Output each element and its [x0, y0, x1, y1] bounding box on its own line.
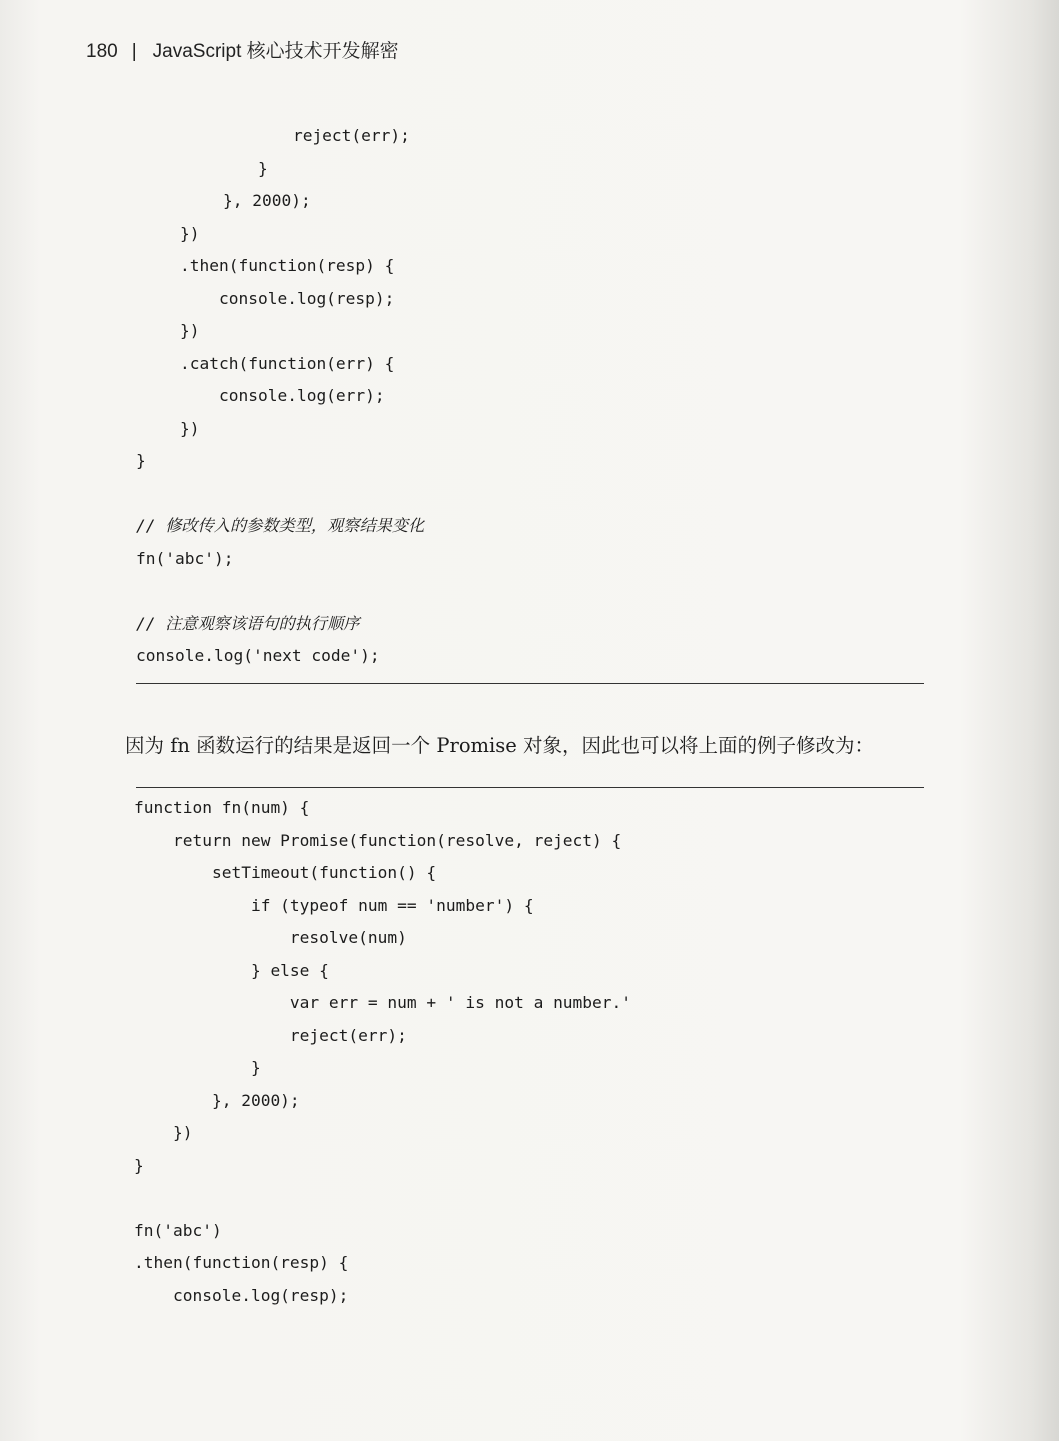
code-line: } [134, 1155, 144, 1175]
code-line: .then(function(resp) { [134, 1253, 349, 1272]
code-block-bottom-rule [136, 683, 924, 684]
code-line: } [134, 1058, 261, 1077]
page-number: 180 [86, 41, 118, 62]
code-comment: // 修改传入的参数类型，观察结果变化 [136, 516, 425, 535]
code-line: if (typeof num == 'number') { [134, 895, 534, 915]
code-line: } else { [134, 960, 329, 980]
code-block-promise-example [134, 792, 631, 1312]
code-line: .catch(function(err) { [180, 353, 395, 373]
code-line: fn('abc'); [136, 548, 234, 568]
body-paragraph: 因为 fn 函数运行的结果是返回一个 Promise 对象，因此也可以将上面的例子修改为： [125, 734, 875, 757]
code-line: }) [180, 418, 200, 438]
code-line: setTimeout(function() { [134, 863, 437, 882]
page-header [86, 36, 399, 63]
code-line: }, 2000); [134, 1090, 300, 1110]
book-title: JavaScript 核心技术开发解密 [152, 41, 399, 62]
code-line: return new Promise(function(resolve, reject) { [134, 830, 622, 850]
code-line: console.log(resp); [180, 288, 395, 308]
code-line: console.log('next code'); [136, 646, 380, 665]
code-line: console.log(err); [180, 386, 385, 405]
code-line: console.log(resp); [134, 1285, 349, 1305]
code-line [134, 1182, 631, 1215]
code-comment: // 注意观察该语句的执行顺序 [136, 613, 360, 633]
code-line: } [180, 158, 268, 178]
code-line: function fn(num) { [134, 798, 310, 817]
code-line [136, 575, 424, 608]
code-block-top-rule [136, 787, 924, 788]
code-line: }) [180, 321, 200, 340]
code-line: reject(err); [176, 126, 410, 145]
code-line: }, 2000); [184, 191, 311, 210]
code-line: var err = num + ' is not a number.' [134, 993, 632, 1012]
code-line: }) [134, 1123, 193, 1142]
code-line: .then(function(resp) { [180, 256, 395, 275]
code-line: resolve(num) [134, 928, 407, 947]
code-line: } [136, 451, 146, 470]
code-line [136, 478, 424, 511]
header-separator: | [131, 41, 137, 62]
code-block-continuation [136, 120, 424, 673]
code-line: reject(err); [134, 1025, 407, 1045]
code-line: fn('abc') [134, 1220, 222, 1240]
code-line: }) [180, 223, 200, 243]
